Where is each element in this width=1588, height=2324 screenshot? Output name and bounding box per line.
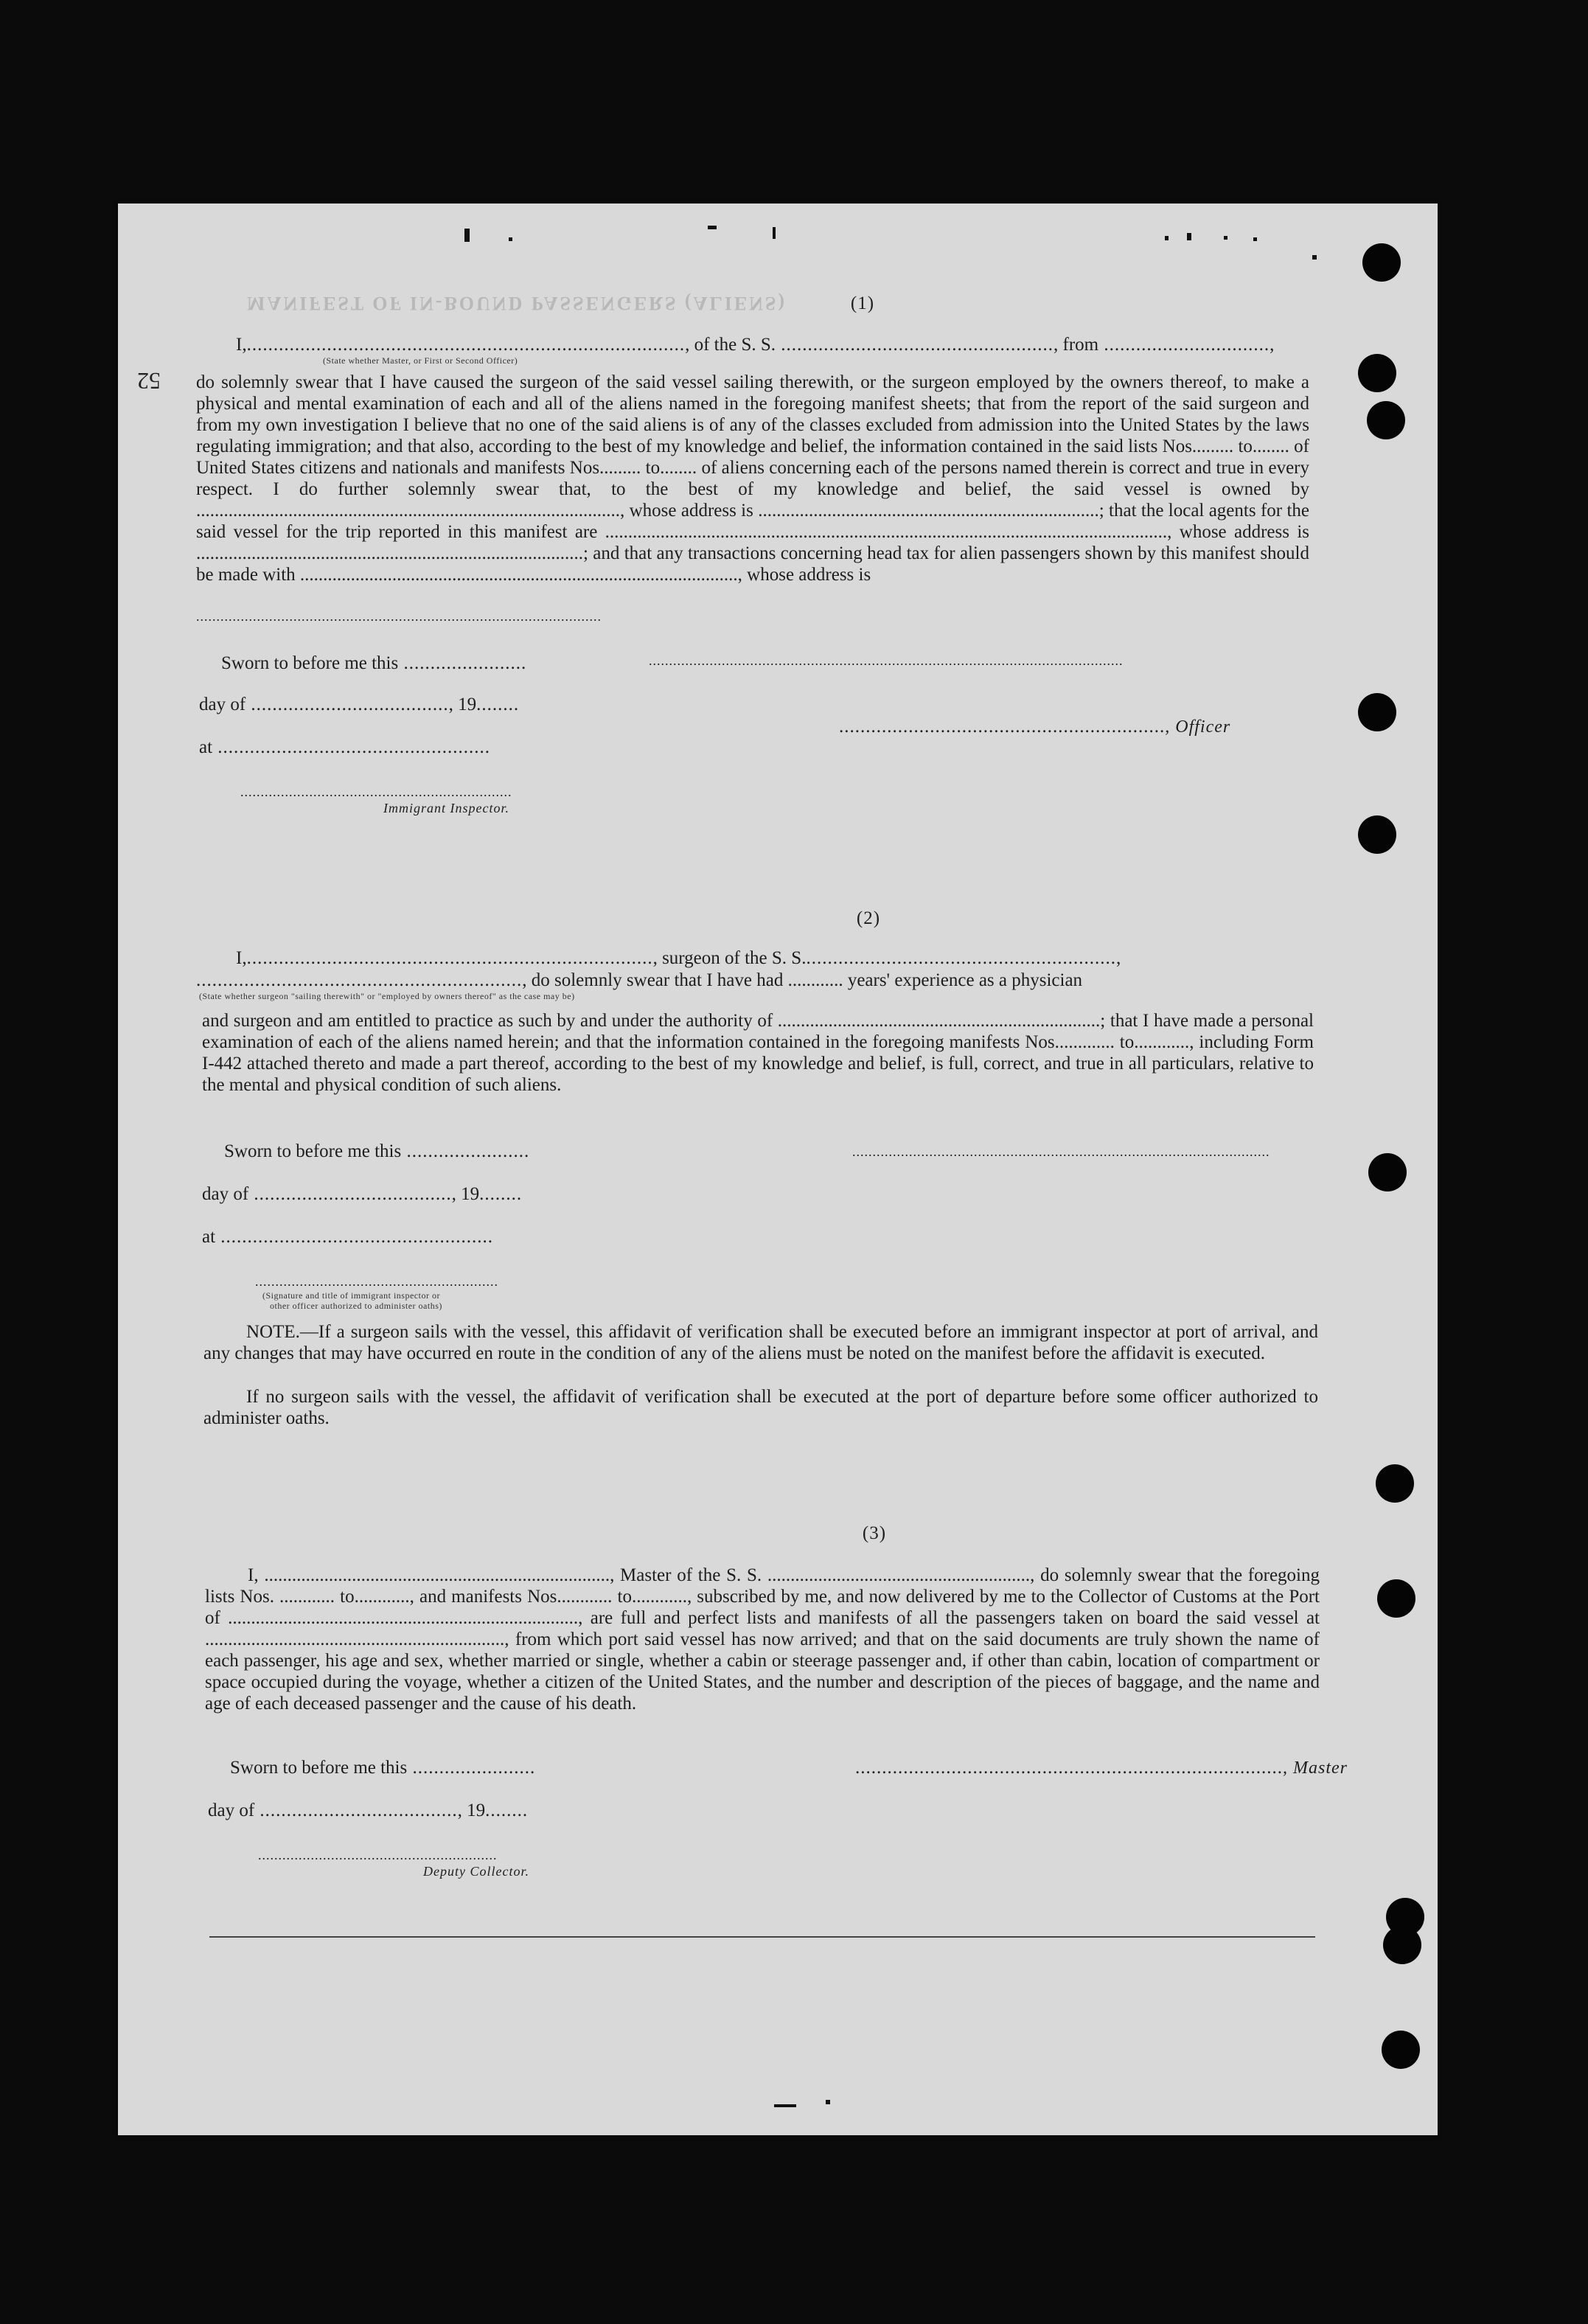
officer-note: (State whether Master, or First or Second Officer) [323, 355, 518, 366]
blank-year: ........ [476, 695, 520, 714]
blank-day: ..................................... [248, 1184, 452, 1204]
at-label: at [202, 1227, 216, 1247]
sworn-label: Sworn to before me this [230, 1758, 408, 1778]
inspector-label: Immigrant Inspector. [383, 801, 509, 815]
binder-hole [1376, 1464, 1414, 1503]
binder-hole [1377, 1579, 1415, 1618]
day-of-label: day of [202, 1184, 249, 1204]
section-3-sworn-line [230, 1758, 535, 1778]
binder-hole [1358, 354, 1396, 392]
blank-vessel-name: ................................................... [776, 335, 1054, 355]
section-2-sworn-line [224, 1141, 529, 1162]
ink-speck [826, 2100, 830, 2104]
officer-label: , Officer [1165, 717, 1231, 737]
binder-hole [1358, 693, 1396, 731]
section-3-number: (3) [862, 1523, 887, 1543]
note-paragraph [203, 1321, 1318, 1364]
note-label: NOTE. [246, 1322, 300, 1342]
blank-surgeon-status: ............................................................. [196, 970, 523, 990]
inspector-signature-line: ............................................................ [255, 1274, 498, 1289]
at-label: at [199, 737, 213, 757]
collector-label: Deputy Collector. [423, 1864, 529, 1879]
blank-address-line: .................................................................................................... [196, 609, 602, 624]
page-number: 52 [137, 368, 161, 394]
blank-year: ........ [485, 1801, 529, 1820]
blank-officer-name: .................................................................................. [246, 335, 686, 355]
section-2-first-line [236, 948, 1121, 969]
binder-hole [1368, 1153, 1407, 1191]
section-1-at-line [199, 737, 490, 758]
ink-speck [464, 229, 470, 242]
sworn-label: Sworn to before me this [221, 653, 399, 673]
section-1-prefix: I, [236, 335, 247, 355]
binder-hole [1382, 2031, 1420, 2069]
year-label: , 19 [451, 1184, 480, 1204]
binder-hole [1383, 1926, 1421, 1964]
section-2-prefix: I, [236, 948, 247, 968]
note-paragraph-2 [203, 1386, 1318, 1429]
section-1-first-line [236, 335, 1312, 355]
blank-surgeon-vessel: .........................................................., [806, 948, 1122, 968]
section-2-second-line [196, 970, 1082, 991]
day-of-label: day of [199, 695, 246, 714]
officer-signature-line [839, 717, 1230, 737]
section-2-paragraph: and surgeon and am entitled to practice as such by and under the authority of ......................................................................; that I have made a personal examination of each of the aliens named herein; and that the information contained in the foregoing manifests Nos............. to............, including Form I-442 attached thereto and made a part thereof, according to the best of my knowledge and belief, is full, correct, and true in all particulars, relative to the mental and physical condition of such aliens. [202, 1011, 1314, 1095]
blank-sworn-date: ....................... [401, 1141, 530, 1161]
section-1-sworn-line [221, 653, 526, 674]
ink-speck [774, 2104, 796, 2107]
year-label: , 19 [448, 695, 477, 714]
section-1-paragraph: do solemnly swear that I have caused the surgeon of the said vessel sailing therewith, or the surgeon employed by the owners thereof, to make a physical and mental examination of each and all of the aliens named in the foregoing manifest sheets; that from the report of the said surgeon and from my own investigation I believe that no one of the said aliens is of any of the classes excluded from admission into the United States by the laws regulating immigration; and that also, according to the best of my knowledge and belief, the information contained in the said lists Nos......... to........ of United States citizens and nationals and manifests Nos......... to........ of aliens concerning each of the persons named therein is correct and true in every respect. I do further solemnly swear that, to the best of my knowledge and belief, the said vessel is owned by ............................................................................................, whose address is ..........................................................................; that the local agents for the said vessel for the trip reported in this manifest are .........................................................................................................................., whose address is ....................................................................................; and that any transactions concerning head tax for alien passengers shown by this manifest should be made with ..............................................................................................., whose address is [196, 372, 1309, 585]
sworn-label: Sworn to before me this [224, 1141, 402, 1161]
blank-sworn-date: ....................... [407, 1758, 536, 1778]
binder-hole [1362, 243, 1401, 282]
surgeon-ss-label: , surgeon of the S. S. [652, 948, 807, 968]
experience-statement: , do solemnly swear that I have had ............ years' experience as a physician [522, 970, 1083, 990]
ink-speck [509, 237, 512, 241]
blank-day: ..................................... [245, 695, 449, 714]
blank-year: ........ [479, 1184, 523, 1204]
bottom-rule [209, 1936, 1315, 1938]
signature-note-1: (Signature and title of immigrant inspector or [262, 1290, 440, 1301]
day-of-label: day of [208, 1801, 255, 1820]
section-2-at-line [202, 1227, 493, 1248]
ink-speck [1187, 233, 1191, 240]
blank-master-signature: ................................................................................ [855, 1758, 1283, 1778]
blank-from-port: ..............................., [1098, 335, 1275, 355]
section-3-paragraph [205, 1565, 1320, 1714]
signature-note-2: other officer authorized to administer oaths) [270, 1301, 442, 1311]
ink-speck [773, 227, 776, 239]
section-1-ss-label: , of the S. S. [685, 335, 776, 355]
inspector-signature-line: ................................................................... [240, 784, 512, 799]
blank-at-place: ................................................... [215, 1227, 494, 1247]
signature-line: ..................................................................................................................... [649, 653, 1124, 668]
master-signature-line [855, 1758, 1348, 1778]
note-text-1: —If a surgeon sails with the vessel, this affidavit of verification shall be executed before an immigrant inspector at port of arrival, and any changes that may have occurred en route in the condition of any of the aliens must be noted on the manifest before the affidavit is executed. [203, 1322, 1318, 1363]
blank-at-place: ................................................... [212, 737, 491, 757]
year-label: , 19 [457, 1801, 486, 1820]
section-3-text: I, ..........................................................................., Master of the S. S. ........................................................., do solemnly swear that the foregoing lists Nos. ............ to............, and manifests Nos............ to............, subscribed by me, and now delivered by me to the Collector of Customs at the Port of ............................................................................, are full and perfect lists and manifests of all the passengers taken on board the said vessel at ................................................................., from which port said vessel has now arrived; and that on the said documents are truly shown the name of each passenger, his age and sex, whether married or single, whether a cabin or steerage passenger and, if other than cabin, location of compartment or space occupied during the voyage, whether a citizen of the United States, and the number and description of the pieces of baggage, and the name and age of each deceased passenger and the cause of his death. [205, 1565, 1320, 1714]
ink-speck [1165, 236, 1169, 240]
ink-speck [708, 226, 717, 229]
note-text-2: If no surgeon sails with the vessel, the affidavit of verification shall be executed at the port of departure before some officer authorized to administer oaths. [203, 1387, 1318, 1428]
blank-day: ..................................... [254, 1801, 458, 1820]
binder-hole [1367, 401, 1405, 439]
blank-surgeon-name: ............................................................................ [246, 948, 653, 968]
section-2-day-line [202, 1184, 522, 1205]
section-1-from-label: , from [1054, 335, 1099, 355]
section-2-number: (2) [856, 908, 881, 928]
collector-signature-line: ........................................................... [258, 1848, 498, 1862]
master-label: , Master [1283, 1758, 1348, 1778]
section-1-number: (1) [850, 293, 875, 313]
ink-speck [1253, 237, 1257, 241]
manifest-page [118, 203, 1438, 2135]
bleed-through-title: MANIFEST OF IN-BOUND PASSENGERS (ALIENS) [247, 293, 787, 314]
blank-officer-signature: ............................................................. [839, 717, 1166, 737]
binder-hole [1358, 815, 1396, 854]
surgeon-signature-line: ....................................................................................................... [852, 1144, 1270, 1159]
ink-speck [1312, 255, 1317, 260]
ink-speck [1224, 236, 1227, 240]
blank-sworn-date: ....................... [398, 653, 527, 673]
section-1-day-line [199, 695, 519, 715]
section-3-day-line [208, 1801, 528, 1821]
surgeon-note: (State whether surgeon "sailing therewith" or "employed by owners thereof" as the case may be) [199, 991, 575, 1001]
